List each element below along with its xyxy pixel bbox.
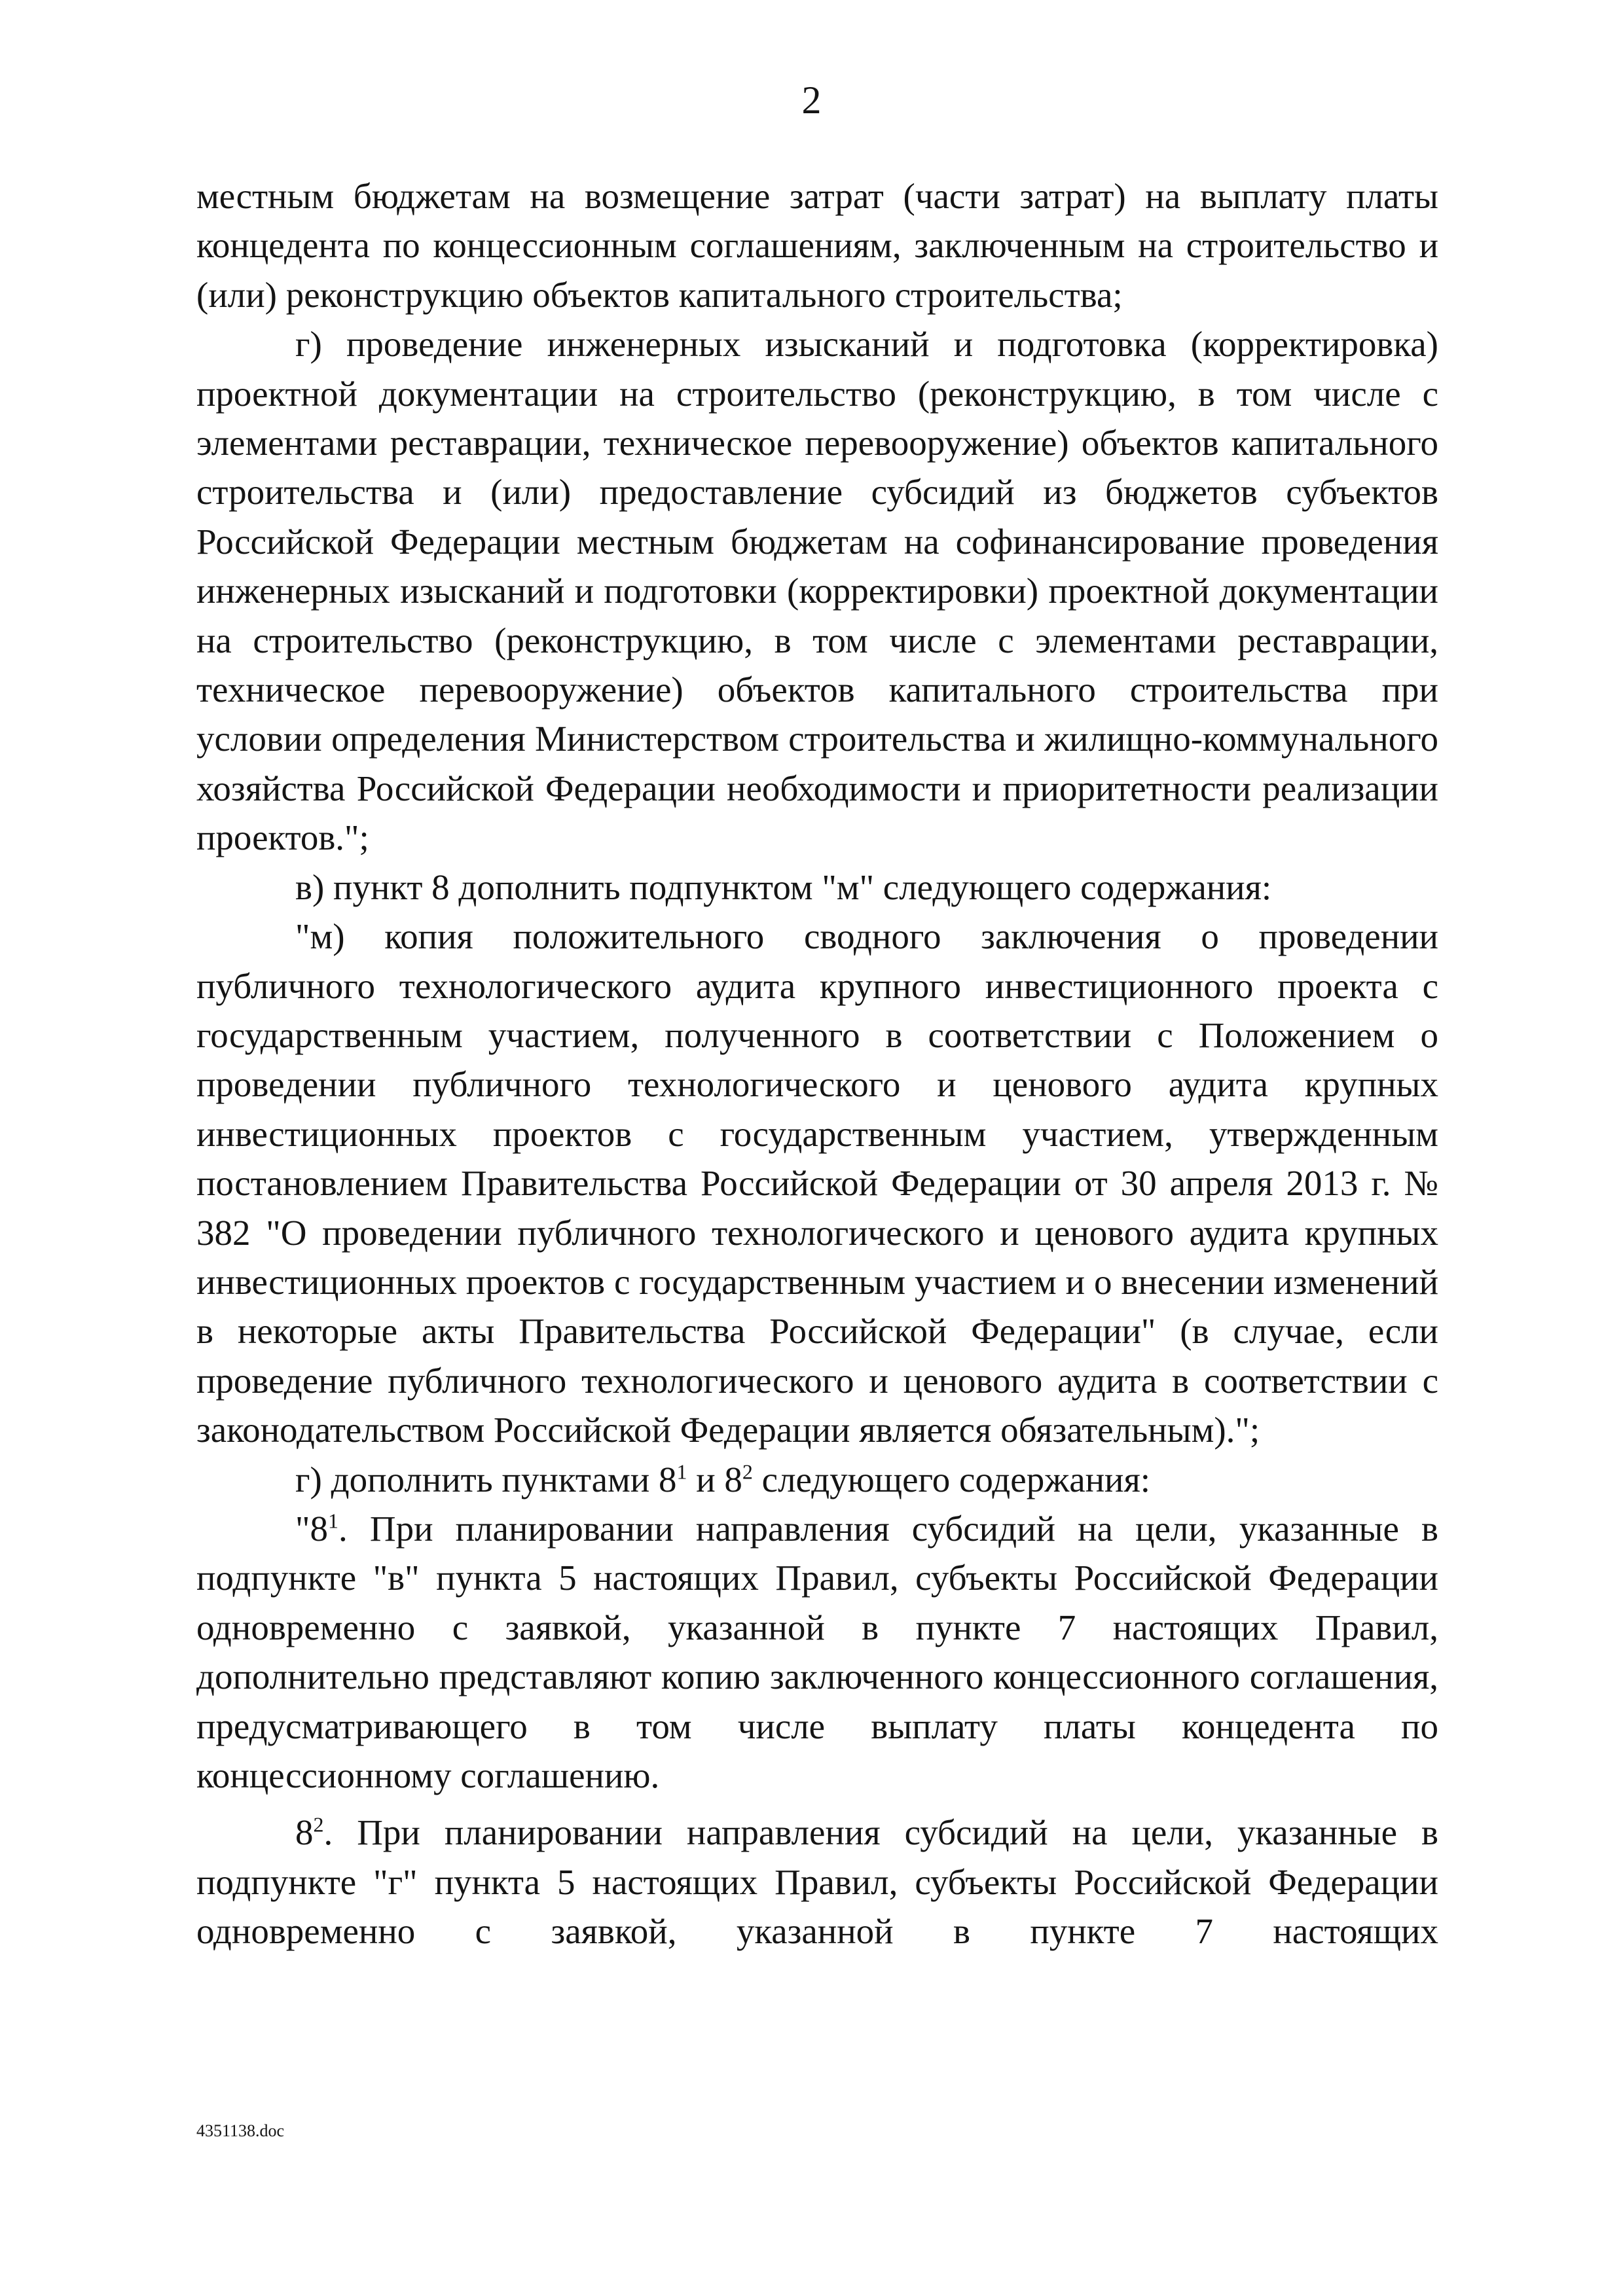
text-span: следующего содержания: [752,1459,1151,1499]
document-footer-filename: 4351138.doc [196,2121,285,2140]
superscript: 2 [313,1813,324,1837]
paragraph-point-8-2 [196,1808,1438,1956]
text-span: 8 [295,1812,314,1853]
text-span: г) дополнить пунктами 8 [295,1459,677,1499]
paragraph-point-8-1 [196,1504,1438,1800]
page-number: 2 [801,79,822,122]
text-span: . При планировании направления субсидий на цели, указанные в подпункте "г" пункта 5 настоящих Правил, субъекты Российской Федерации одновременно с заявкой, указанной в пункте 7 настоящих [196,1812,1438,1952]
superscript: 1 [676,1460,687,1484]
paragraph-continuation: местным бюджетам на возмещение затрат (части затрат) на выплату платы концедента по концессионным соглашениям, заключенным на строительство и (или) реконструкцию объектов капитального строительства; [196,176,1438,315]
text-span: . При планировании направления субсидий на цели, указанные в подпункте "в" пункта 5 настоящих Правил, субъекты Российской Федерации одновременно с заявкой, указанной в пункте 7 настоящих Правил, дополнительно представляют копию заключенного концессионного соглашения, предусматривающего в том числе выплату платы концедента по концессионному соглашению. [196,1508,1438,1795]
text-span: "8 [295,1508,328,1549]
superscript: 1 [327,1509,338,1533]
text-span: и 8 [687,1459,742,1499]
superscript: 2 [742,1460,753,1484]
paragraph-item-v: в) пункт 8 дополнить подпунктом "м" следующего содержания: [295,867,1272,907]
paragraph-item-g: г) проведение инженерных изысканий и подготовка (корректировка) проектной документации на строительство (реконструкцию, в том числе с элементами реставрации, техническое перевооружение) объектов капитального строительства и (или) предоставление субсидий из бюджетов субъектов Российской Федерации местным бюджетам на софинансирование проведения инженерных изысканий и подготовки (корректировки) проектной документации на строительство (реконструкцию, в том числе с элементами реставрации, техническое перевооружение) объектов капитального строительства при условии определения Министерством строительства и жилищно-коммунального хозяйства Российской Федерации необходимости и приоритетности реализации проектов."; [196,324,1438,858]
document-body [196,171,1438,1956]
paragraph-subitem-m: "м) копия положительного сводного заключения о проведении публичного технологического аудита крупного инвестиционного проекта с государственным участием, полученного в соответствии с Положением о проведении публичного технологического и ценового аудита крупных инвестиционных проектов с государственным участием, утвержденным постановлением Правительства Российской Федерации от 30 апреля 2013 г. № 382 "О проведении публичного технологического и ценового аудита крупных инвестиционных проектов с государственным участием и о внесении изменений в некоторые акты Правительства Российской Федерации" (в случае, если проведение публичного технологического и ценового аудита в соответствии с законодательством Российской Федерации является обязательным)."; [196,916,1438,1450]
paragraph-item-g-amend [196,1455,1438,1504]
